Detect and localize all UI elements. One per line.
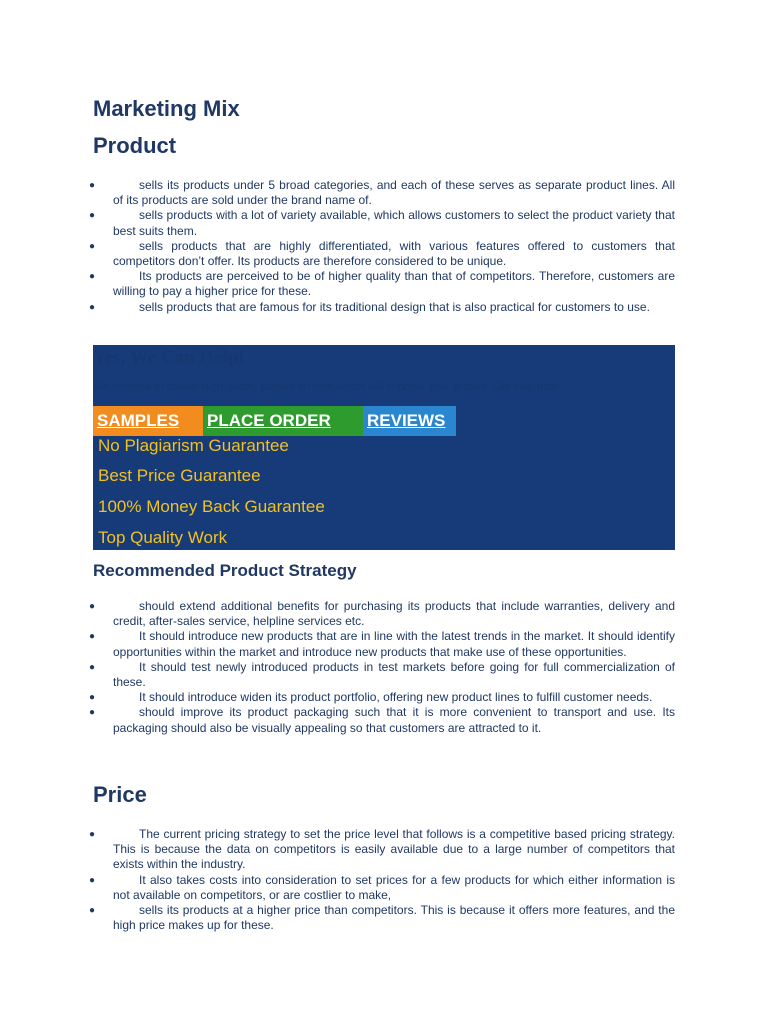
bullet-icon: ● [89, 905, 96, 917]
list-item: ● sells its products under 5 broad categories, and each of these serves as separate product lines. All of its products are sold under the brand name of. [89, 178, 675, 208]
list-item: ● It also takes costs into consideration to set prices for a few products for which either information is not available on competitors, or are costlier to make, [89, 872, 675, 902]
guarantee-item: 100% Money Back Guarantee [98, 497, 325, 516]
bullet-icon: ● [89, 707, 96, 719]
recommended-bullet-list [89, 599, 675, 736]
price-bullet-list [89, 827, 675, 933]
product-heading: Product [93, 133, 177, 158]
list-item: ● sells products that are highly differentiated, with various features offered to customers that competitors don’t offer. Its products are therefore considered to be unique. [89, 238, 675, 269]
list-item: ● It should test newly introduced products in test markets before going for full commercialization of these. [89, 659, 675, 690]
bullet-icon: ● [89, 601, 96, 612]
list-item: ● should extend additional benefits for purchasing its products that include warranties, delivery and credit, after-sales service, helpline services etc. [89, 599, 675, 629]
banner-subtext: We promise to deliver high quality papers on time which will improve your grades. Get help now [93, 381, 558, 393]
list-item: ● sells products that are famous for its traditional design that is also practical for customers to use. [89, 299, 650, 314]
bullet-icon: ● [89, 874, 96, 886]
product-bullet-list [89, 178, 675, 315]
help-banner [93, 345, 675, 550]
bullet-icon: ● [89, 692, 96, 704]
bullet-icon: ● [89, 829, 96, 840]
bullet-icon: ● [89, 271, 96, 283]
list-item: ● sells its products at a higher price than competitors. This is because it offers more features, and the high price makes up for these. [89, 903, 675, 933]
list-item: ● Its products are perceived to be of higher quality than that of competitors. Therefore, customers are willing to pay a higher price for these. [89, 269, 675, 299]
bullet-icon: ● [89, 240, 96, 252]
reviews-link[interactable]: REVIEWS [363, 406, 456, 436]
recommended-heading: Recommended Product Strategy [93, 561, 357, 580]
list-item: ● The current pricing strategy to set the price level that follows is a competitive based pricing strategy. This is because the data on competitors is easily available due to a large number of competitors that exists within the industry. [89, 827, 675, 872]
samples-link[interactable]: SAMPLES [93, 406, 203, 436]
guarantee-item: No Plagiarism Guarantee [98, 436, 289, 455]
page-title: Marketing Mix [93, 96, 240, 121]
list-item: ● It should introduce widen its product portfolio, offering new product lines to fulfill customer needs. [89, 690, 653, 705]
list-item: ● It should introduce new products that are in line with the latest trends in the market. It should identify opportunities within the market and introduce new products that make use of these opportunities. [89, 629, 675, 659]
banner-tabs [93, 406, 456, 436]
bullet-icon: ● [89, 631, 96, 643]
list-item: ● should improve its product packaging such that it is more convenient to transport and use. Its packaging should also be visually appealing so that customers are attracted to it. [89, 705, 675, 735]
list-item: ● sells products with a lot of variety available, which allows customers to select the product variety that best suits them. [89, 208, 675, 238]
guarantee-item: Top Quality Work [98, 528, 228, 547]
bullet-icon: ● [89, 661, 96, 673]
price-heading: Price [93, 782, 147, 807]
bullet-icon: ● [89, 210, 96, 222]
banner-heading: Yes, We Can Help! [93, 347, 245, 368]
bullet-icon: ● [89, 301, 96, 313]
guarantee-item: Best Price Guarantee [98, 466, 261, 485]
place-order-link[interactable]: PLACE ORDER [203, 406, 363, 436]
bullet-icon: ● [89, 180, 96, 191]
